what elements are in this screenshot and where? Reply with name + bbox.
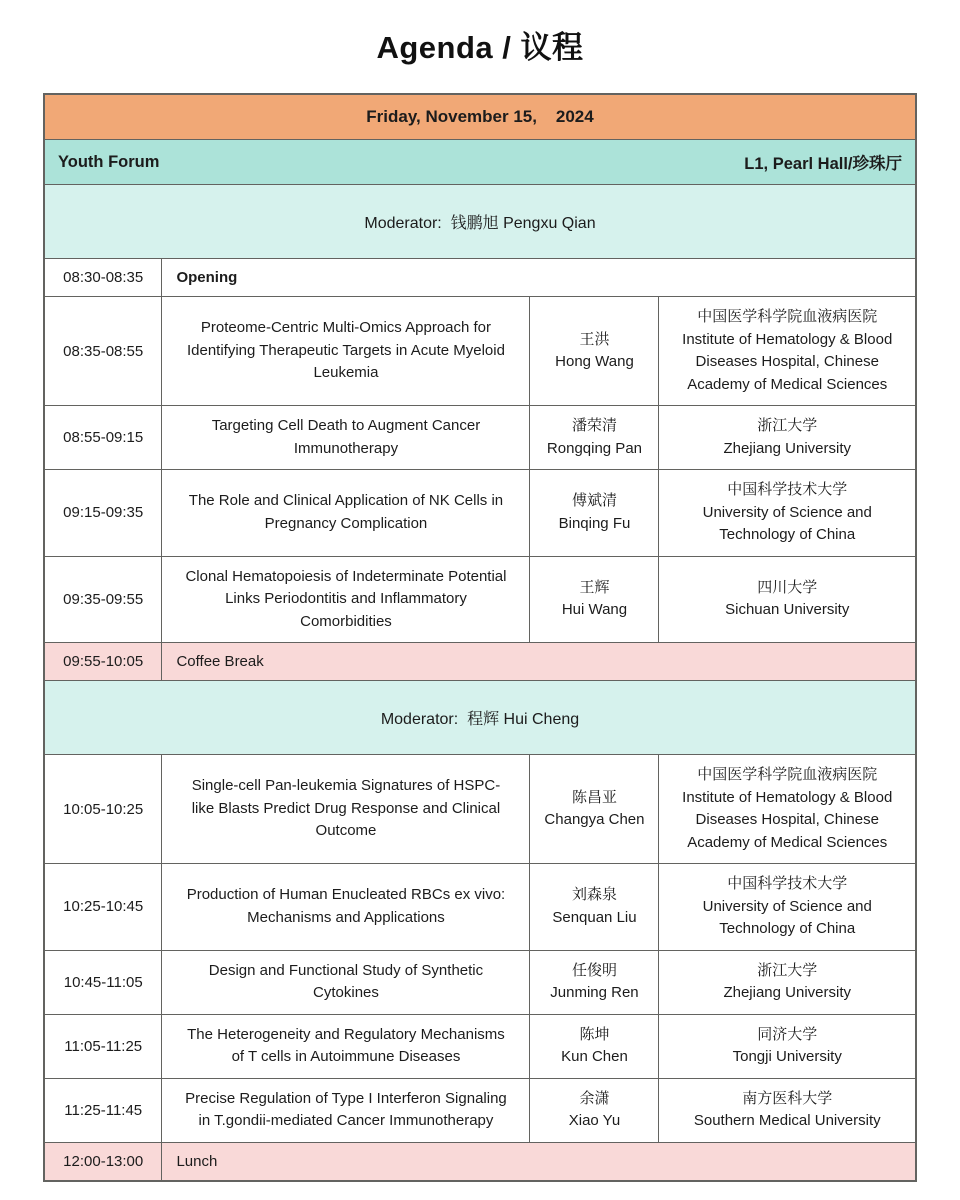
speaker-name-zh: 陈坤 [579,1025,610,1043]
affiliation-en: University of Science and Technology of China [702,503,872,543]
speaker-name-en: Xiao Yu [568,1112,621,1129]
speaker-name-en: Junming Ren [550,984,639,1001]
speaker-cell [530,1078,659,1142]
forum-header-row [44,140,916,185]
affiliation-zh: 浙江大学 [757,961,818,979]
moderator-row [44,681,916,755]
break-row [44,1142,916,1181]
speaker-cell [530,1014,659,1078]
affiliation-cell [659,755,916,864]
affiliation-zh: 同济大学 [757,1025,818,1043]
speaker-name-zh: 傅斌清 [571,492,617,510]
affiliation-en: Institute of Hematology & Blood Diseases Hospital, Chinese Academy of Medical Sciences [682,788,893,851]
talk-title-cell: Single-cell Pan-leukemia Signatures of HSPC-like Blasts Predict Drug Response and Clinical Outcome [162,755,530,864]
speaker-cell [530,470,659,557]
speaker-name-en: Senquan Liu [552,908,637,926]
talk-title-cell: The Heterogeneity and Regulatory Mechanisms of T cells in Autoimmune Diseases [162,1014,530,1078]
date-header: Friday, November 15, 2024 [44,94,916,140]
time-cell: 08:35-08:55 [44,297,162,406]
agenda-talk-row [44,297,916,406]
time-cell: 09:15-09:35 [44,470,162,557]
talk-title-cell: Proteome-Centric Multi-Omics Approach for Identifying Therapeutic Targets in Acute Myeloid Leukemia [162,297,530,406]
forum-title: Youth Forum [57,152,160,171]
speaker-name-en: Hui Wang [561,601,628,619]
affiliation-en: Southern Medical University [693,1112,881,1129]
affiliation-en: University of Science and Technology of China [702,897,872,937]
speaker-name-en: Binqing Fu [558,514,631,532]
affiliation-cell [659,1078,916,1142]
speaker-name-zh: 刘森泉 [571,886,617,904]
speaker-name-zh: 王洪 [579,330,610,348]
agenda-talk-row [44,556,916,643]
affiliation-zh: 中国科学技术大学 [727,875,848,892]
affiliation-cell [659,1014,916,1078]
agenda-talk-row [44,1078,916,1142]
affiliation-zh: 四川大学 [757,578,818,596]
agenda-talk-row [44,755,916,864]
talk-title-cell: Precise Regulation of Type I Interferon Signaling in T.gondii-mediated Cancer Immunotherapy [162,1078,530,1142]
agenda-talk-row [44,950,916,1014]
affiliation-en: Zhejiang University [723,439,852,457]
agenda-table [43,93,917,1182]
speaker-name-en: Changya Chen [544,811,645,828]
affiliation-en: Zhejiang University [723,984,852,1001]
speaker-name-zh: 任俊明 [571,961,617,979]
time-cell: 08:30-08:35 [44,259,162,297]
affiliation-cell [659,470,916,557]
time-cell: 10:45-11:05 [44,950,162,1014]
affiliation-cell [659,297,916,406]
affiliation-zh: 中国科学技术大学 [727,481,848,498]
affiliation-zh: 中国医学科学院血液病医院 [697,308,878,325]
speaker-cell [530,755,659,864]
speaker-cell [530,297,659,406]
page-title: Agenda / 议程 [376,30,584,65]
time-cell: 10:05-10:25 [44,755,162,864]
time-cell: 09:55-10:05 [44,643,162,681]
affiliation-zh: 南方医科大学 [742,1089,833,1107]
affiliation-en: Tongji University [732,1048,842,1065]
agenda-talk-row [44,406,916,470]
time-cell: 10:25-10:45 [44,864,162,951]
talk-title-cell: Production of Human Enucleated RBCs ex vivo: Mechanisms and Applications [162,864,530,951]
agenda-talk-row [44,470,916,557]
time-cell: 11:25-11:45 [44,1078,162,1142]
speaker-cell [530,950,659,1014]
talk-title-cell: Design and Functional Study of Synthetic Cytokines [162,950,530,1014]
affiliation-cell [659,406,916,470]
venue-label: L1, Pearl Hall/珍珠厅 [744,155,903,173]
speaker-name-en: Kun Chen [561,1048,628,1065]
speaker-cell [530,864,659,951]
speaker-name-zh: 潘荣清 [571,417,617,434]
date-header-row [44,94,916,140]
talk-title-cell: Clonal Hematopoiesis of Indeterminate Potential Links Periodontitis and Inflammatory Comorbidities [162,556,530,643]
speaker-name-en: Rongqing Pan [546,439,642,457]
speaker-name-zh: 余潇 [579,1089,610,1107]
break-row [44,643,916,681]
affiliation-cell [659,556,916,643]
affiliation-en: Institute of Hematology & Blood Diseases Hospital, Chinese Academy of Medical Sciences [682,330,893,393]
speaker-name-zh: 王辉 [579,578,610,596]
row-label: Opening [162,259,916,297]
speaker-cell [530,556,659,643]
affiliation-cell [659,950,916,1014]
affiliation-en: Sichuan University [725,601,850,619]
talk-title-cell: The Role and Clinical Application of NK Cells in Pregnancy Complication [162,470,530,557]
time-cell: 09:35-09:55 [44,556,162,643]
speaker-cell [530,406,659,470]
moderator-label: Moderator: 钱鹏旭 Pengxu Qian [44,185,916,259]
moderator-row [44,185,916,259]
row-label: Lunch [162,1142,916,1181]
affiliation-zh: 中国医学科学院血液病医院 [697,766,878,783]
talk-title-cell: Targeting Cell Death to Augment Cancer Immunotherapy [162,406,530,470]
time-cell: 08:55-09:15 [44,406,162,470]
time-cell: 11:05-11:25 [44,1014,162,1078]
moderator-label: Moderator: 程辉 Hui Cheng [44,681,916,755]
agenda-talk-row [44,864,916,951]
affiliation-cell [659,864,916,951]
speaker-name-zh: 陈昌亚 [571,788,617,806]
row-label: Coffee Break [162,643,916,681]
speaker-name-en: Hong Wang [555,353,634,370]
opening-row [44,259,916,297]
agenda-talk-row [44,1014,916,1078]
time-cell: 12:00-13:00 [44,1142,162,1181]
affiliation-zh: 浙江大学 [757,417,818,434]
